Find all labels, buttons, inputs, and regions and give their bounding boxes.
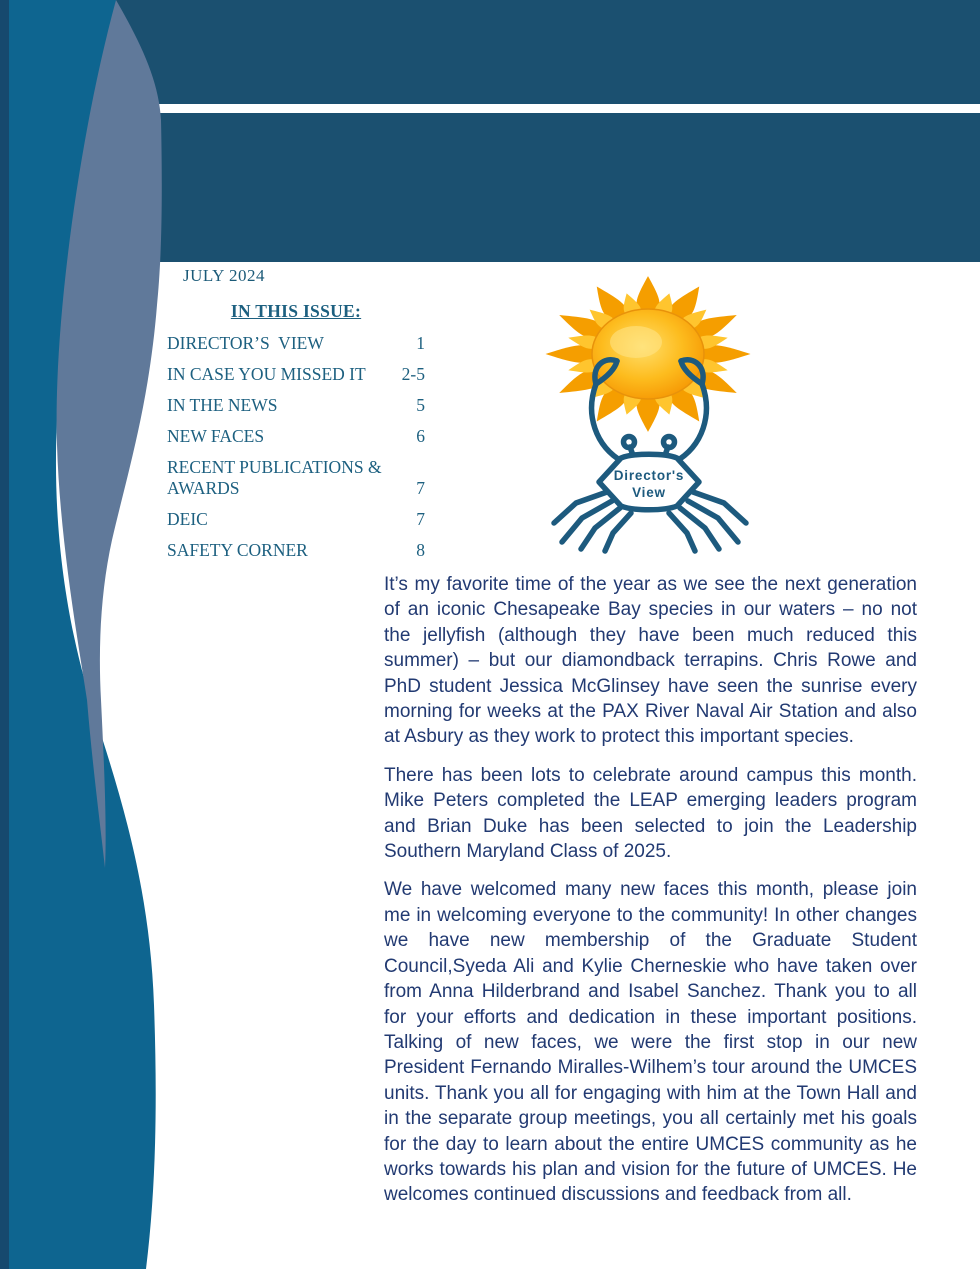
table-of-contents <box>167 301 425 571</box>
article-paragraph: It’s my favorite time of the year as we see the next generation of an iconic Chesapeake Bay species in our waters – no not the jellyfish (although they have been much reduced this summer) – but our diamondback terrapins. Chris Rowe and PhD student Jessica McGlinsey have seen the sunrise every morning for weeks at the PAX River Naval Air Station and also at Asbury as they work to protect this important species. <box>384 574 917 748</box>
toc-item <box>167 540 425 562</box>
toc-item-label: IN THE NEWS <box>167 394 278 415</box>
toc-item <box>167 364 425 386</box>
toc-item <box>167 509 425 531</box>
article-paragraph: There has been lots to celebrate around campus this month. Mike Peters completed the LEAP emerging leaders program and Brian Duke has been selected to join the Leadership Southern Maryland Class of 2025. <box>384 764 917 863</box>
toc-item-label: DEIC <box>167 509 208 530</box>
toc-item-label: NEW FACES <box>167 425 265 446</box>
toc-item-page: 5 <box>416 394 425 415</box>
article-paragraph: We have welcomed many new faces this month, please join me in welcoming everyone to the community! In other changes we have new membership of the Graduate Student Council,Syeda Ali and Kylie Cherneskie who have taken over from Anna Hilderbrand and Isabel Sanchez. Thank you to all for your efforts and dedication in these important positions. Talking of new faces, we were the first stop in our new President Fernando Miralles-Wilhem’s tour around the UMCES units. Thank you all for engaging with him at the Town Hall and in the separate group meetings, you all certainly met his goals for the day to learn about the entire UMCES community as he works towards his plan and vision for the future of UMCES. He welcomes continued discussions and feedback from all. <box>384 879 917 1206</box>
illustration-label-line1: Director's <box>613 468 685 483</box>
toc-item <box>167 426 425 448</box>
toc-item-label: DIRECTOR’S VIEW <box>167 333 324 353</box>
toc-item-label: IN CASE YOU MISSED IT <box>167 363 366 384</box>
sidebar-curve-decoration <box>0 0 200 1269</box>
directors-view-article <box>384 572 917 1221</box>
directors-view-sun-crab-illustration <box>533 270 767 554</box>
toc-item-page: 8 <box>416 540 425 561</box>
toc-item-page: 7 <box>416 509 425 530</box>
illustration-label-line2: View <box>632 485 666 500</box>
toc-item-page: 7 <box>416 478 425 499</box>
toc-item <box>167 333 425 355</box>
toc-item-page: 1 <box>416 333 425 353</box>
toc-title: IN THIS ISSUE: <box>230 301 362 321</box>
toc-item <box>167 395 425 417</box>
toc-item-label: RECENT PUBLICATIONS & AWARDS <box>167 456 385 499</box>
toc-item-page: 6 <box>416 425 425 446</box>
toc-item-label: SAFETY CORNER <box>167 540 308 561</box>
issue-date: JULY 2024 <box>183 266 265 285</box>
toc-item <box>167 457 425 501</box>
toc-item-page: 2-5 <box>401 363 425 384</box>
